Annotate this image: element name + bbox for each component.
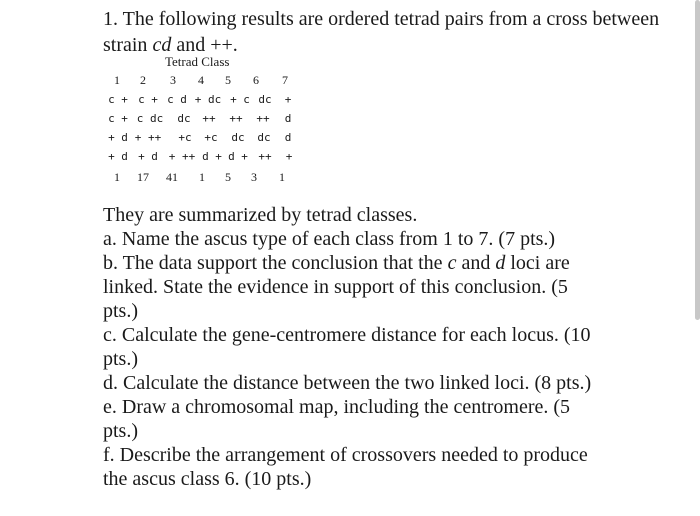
scrollbar[interactable] [695,0,700,320]
genotype-cell: d [284,131,292,144]
table-title: Tetrad Class [165,54,230,69]
summary-text: They are summarized by tetrad classes. [103,204,418,226]
genotype-cell: +c [178,131,192,144]
genotype-cell: c + [108,112,128,125]
genotype-cell: ++ [258,150,272,163]
intro-text-pre: The following results are ordered tetrad pairs from a cross between strain [103,8,660,56]
genotype-cell: + ++ [134,131,162,144]
genotype-cell: + dc [194,93,222,106]
intro-text-post: and ++. [176,34,238,56]
count-cell: 5 [225,170,231,184]
class-label: 7 [282,73,288,87]
question-e: e. Draw a chromosomal map, including the centromere. (5 pts.) [103,396,571,442]
class-label: 1 [114,73,120,87]
question-f: f. Describe the arrangement of crossovers needed to produce the ascus class 6. (10 pts.) [103,444,588,490]
strain-name: cd [152,34,172,56]
genotype-cell: c dc [136,112,164,125]
count-cell: 3 [251,170,257,184]
question-b [103,251,603,323]
genotype-cell: ++ [229,112,243,125]
genotype-cell: + d [108,150,128,163]
genotype-cell: + d [138,150,158,163]
question-d: d. Calculate the distance between the two linked loci. (8 pts.) [103,372,592,394]
question-list [103,203,603,491]
genotype-cell: +c [204,131,218,144]
class-label: 4 [198,73,204,87]
genotype-cell: d [284,112,292,125]
genotype-cell: d + [202,150,222,163]
question-a: a. Name the ascus type of each class from 1 to 7. (7 pts.) [103,228,556,250]
genotype-cell: c d [167,93,187,106]
question-b-and: and [461,252,491,274]
genotype-cell: c + [138,93,158,106]
question-b-pre: b. The data support the conclusion that the [103,252,443,274]
genotype-cell: dc [258,93,272,106]
genotype-cell: dc [177,112,191,125]
genotype-cell: dc [257,131,271,144]
question-b-post: loci are linked. State the evidence in support of this conclusion. (5 pts.) [103,252,570,322]
count-cell: 1 [199,170,205,184]
genotype-cell: + [284,93,292,106]
class-label: 5 [225,73,231,87]
genotype-cell: dc [231,131,245,144]
count-cell: 41 [166,170,178,184]
locus-d: d [495,252,506,274]
question-c: c. Calculate the gene-centromere distance for each locus. (10 pts.) [103,324,591,370]
question-intro [103,6,663,58]
class-label: 6 [253,73,259,87]
genotype-cell: d + [228,150,248,163]
count-cell: 1 [114,170,120,184]
genotype-cell: ++ [256,112,270,125]
genotype-cell: + ++ [168,150,196,163]
genotype-cell: + c [230,93,250,106]
locus-c: c [447,252,457,274]
count-cell: 17 [137,170,149,184]
class-label: 2 [140,73,146,87]
question-number: 1. [103,8,118,30]
genotype-cell: + d [108,131,128,144]
genotype-cell: + [285,150,293,163]
class-label: 3 [170,73,176,87]
count-cell: 1 [279,170,285,184]
genotype-cell: ++ [202,112,216,125]
genotype-cell: c + [108,93,128,106]
